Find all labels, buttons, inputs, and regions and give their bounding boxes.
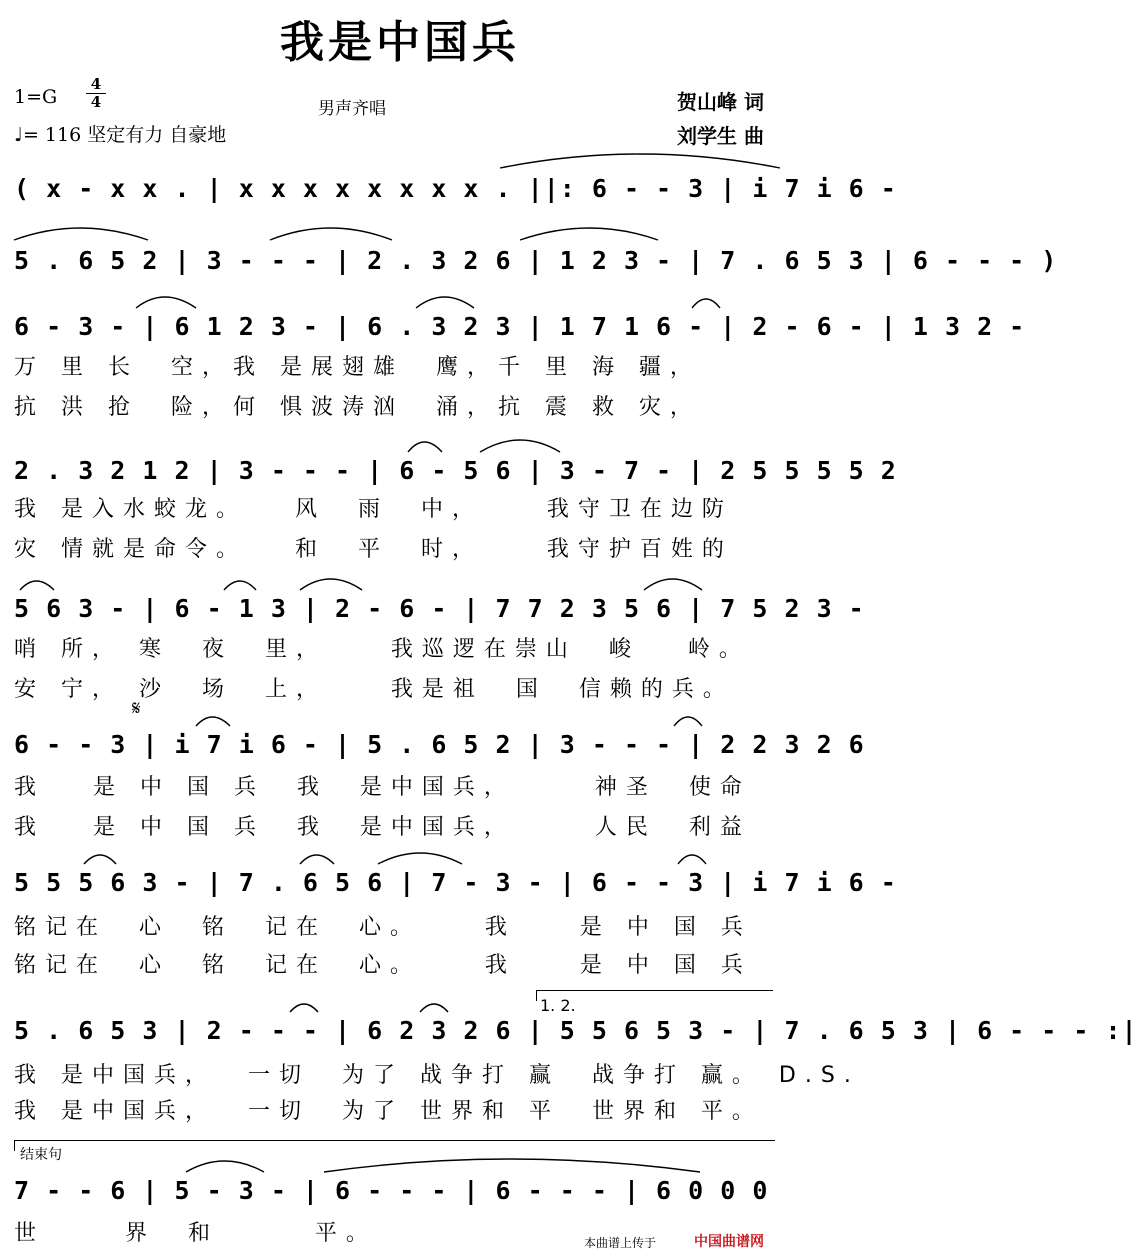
coda-label: 结束句 xyxy=(20,1147,62,1163)
lyric-row-4-verse-2: 灾 情就是命令。 和 平 时， 我守护百姓的 xyxy=(14,537,733,562)
slur xyxy=(20,581,54,590)
lyric-row-3-verse-1: 万 里 长 空，我 是展翅雄 鹰，千 里 海 疆， xyxy=(14,355,701,380)
notation-row-1: ( x - x x . | x x x x x x x x . ||: 6 - - 3 | i 7 i 6 - xyxy=(14,174,897,203)
slur xyxy=(500,154,780,168)
slur xyxy=(674,717,702,726)
lyric-row-8-verse-1: 我 是中国兵， 一切 为了 战争打 赢 战争打 赢。 D.S. xyxy=(14,1063,860,1088)
slur xyxy=(408,442,442,452)
composer-credit: 刘学生 曲 xyxy=(677,124,764,148)
slur xyxy=(324,1159,700,1172)
lyric-row-6-verse-1: 我 是 中 国 兵 我 是中国兵， 神圣 使命 xyxy=(14,775,751,800)
lyric-row-4-verse-1: 我 是入水蛟龙。 风 雨 中， 我守卫在边防 xyxy=(14,497,733,522)
notation-row-3: 6 - 3 - | 6 1 2 3 - | 6 . 3 2 3 | 1 7 1 6 - | 2 - 6 - | 1 3 2 - xyxy=(14,312,1026,341)
lyric-row-6-verse-2: 我 是 中 国 兵 我 是中国兵， 人民 利益 xyxy=(14,815,751,840)
slur xyxy=(196,717,230,726)
site-logo: 中国曲谱网 xyxy=(694,1234,764,1250)
song-title: 我是中国兵 xyxy=(280,17,520,68)
slur xyxy=(644,579,702,590)
slur xyxy=(290,1004,318,1012)
notation-row-5: 5 6 3 - | 6 - 1 3 | 2 - 6 - | 7 7 2 3 5 6 | 7 5 2 3 - xyxy=(14,594,865,623)
coda-bracket xyxy=(14,1140,775,1151)
notation-row-4: 2 . 3 2 1 2 | 3 - - - | 6 - 5 6 | 3 - 7 - | 2 5 5 5 5 2 xyxy=(14,456,897,485)
slur xyxy=(678,855,706,864)
upload-notice: 本曲谱上传于 xyxy=(584,1236,657,1250)
lyric-row-8-verse-2: 我 是中国兵， 一切 为了 世界和 平 世界和 平。 xyxy=(14,1099,763,1124)
slur xyxy=(480,440,560,452)
lyric-row-5-verse-2: 安 宁， 沙 场 上， 我是祖 国 信赖的兵。 xyxy=(14,677,734,702)
notation-row-9: 7 - - 6 | 5 - 3 - | 6 - - - | 6 - - - | 6 0 0 0 xyxy=(14,1176,769,1205)
slur xyxy=(186,1161,264,1172)
slur xyxy=(420,1004,448,1012)
lyric-row-9-verse-1: 世 界 和 平。 xyxy=(14,1221,377,1246)
segno-sign: 𝄋 xyxy=(132,696,141,720)
slur xyxy=(692,299,720,308)
key-signature: 1=G xyxy=(14,86,58,108)
lyric-row-7-verse-1: 铭记在 心 铭 记在 心。 我 是 中 国 兵 xyxy=(14,915,752,940)
notation-row-2: 5 . 6 5 2 | 3 - - - | 2 . 3 2 6 | 1 2 3 - | 7 . 6 5 3 | 6 - - - ) xyxy=(14,246,1058,275)
notation-row-8: 5 . 6 5 3 | 2 - - - | 6 2 3 2 6 | 5 5 6 5 3 - | 7 . 6 5 3 | 6 - - - :| xyxy=(14,1016,1138,1045)
slur xyxy=(270,228,392,240)
time-signature xyxy=(86,76,106,111)
time-signature-top: 4 xyxy=(90,75,102,93)
slur xyxy=(520,228,658,240)
notation-row-6: 6 - - 3 | i 7 i 6 - | 5 . 6 5 2 | 3 - - - | 2 2 3 2 6 xyxy=(14,730,865,759)
slur xyxy=(136,297,196,308)
lyricist-credit: 贺山峰 词 xyxy=(677,90,764,114)
lyric-row-5-verse-1: 哨 所， 寒 夜 里， 我巡逻在崇山 峻 岭。 xyxy=(14,637,750,662)
tempo-marking: ♩= 116 坚定有力 自豪地 xyxy=(14,124,227,146)
slur xyxy=(300,579,362,590)
slur xyxy=(416,297,474,308)
lyric-row-7-verse-2: 铭记在 心 铭 记在 心。 我 是 中 国 兵 xyxy=(14,953,752,978)
volta-label: 1. 2. xyxy=(540,996,576,1015)
slur xyxy=(14,228,148,240)
lyric-row-3-verse-2: 抗 洪 抢 险，何 惧波涛汹 涌，抗 震 救 灾， xyxy=(14,395,701,420)
slur xyxy=(84,855,116,864)
performance-form: 男声齐唱 xyxy=(318,99,386,119)
slur xyxy=(378,853,462,864)
time-signature-bottom: 4 xyxy=(86,93,106,111)
notation-row-7: 5 5 5 6 3 - | 7 . 6 5 6 | 7 - 3 - | 6 - - 3 | i 7 i 6 - xyxy=(14,868,897,897)
slur xyxy=(224,581,256,590)
slur xyxy=(300,855,334,864)
